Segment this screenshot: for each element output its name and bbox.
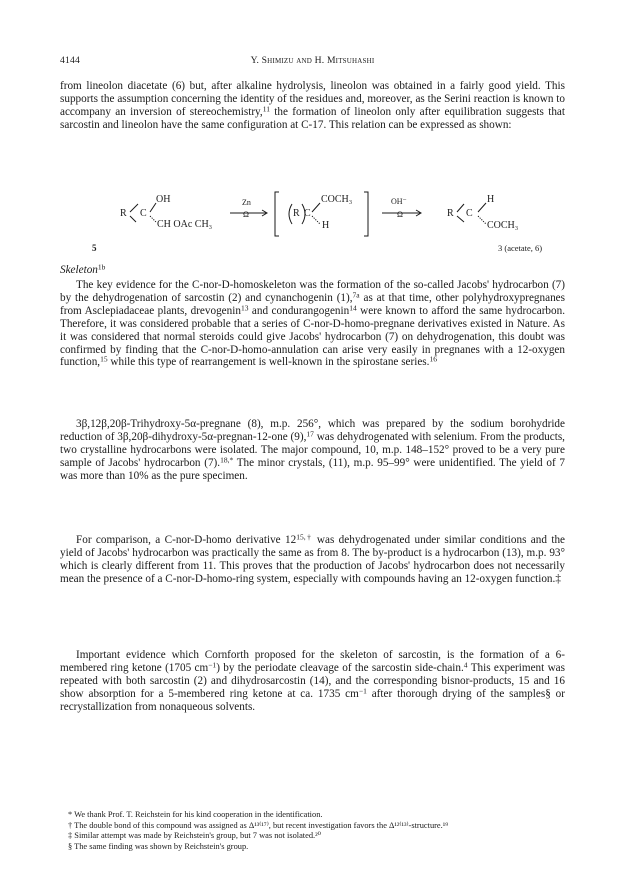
arrow-1-sub: Ω <box>243 210 249 219</box>
right-R: R <box>447 208 454 219</box>
compound-label-5: 5 <box>92 243 97 253</box>
right-bond-up <box>457 204 464 212</box>
mid-bond-up <box>312 203 320 212</box>
para2-ref-d: 15 <box>100 354 108 364</box>
paragraph-5 <box>60 649 565 714</box>
para2-text-a: The key evidence for the C-nor-D-homoskeleton was the formation of the so-called Jacobs' hydrocarbon (7) by the dehydrogenation of sarcostin (2) and cynanchogenin (1), <box>60 279 565 304</box>
para3-ref-a: 17 <box>306 429 314 439</box>
left-bond-up <box>130 204 138 212</box>
paragraph-4 <box>60 534 565 586</box>
para5-text-a: Important evidence which Cornforth proposed for the skeleton of sarcostin, is the formation of a 6-membered ring ketone (1705 cm <box>60 649 565 674</box>
section-heading <box>60 264 565 277</box>
mid-H: H <box>322 220 330 231</box>
page-number: 4144 <box>60 55 80 66</box>
reaction-scheme <box>60 186 565 252</box>
arrow-1-reagent: Zn <box>242 198 251 207</box>
mid-C: C <box>304 208 311 219</box>
para4-text-b: was dehydrogenated under similar conditions and the yield of Jacobs' hydrocarbon was practically the same as from 8. The by-product is a hydrocarbon (13), m.p. 93° which is clearly different from 11. This proves that the production of Jacobs' hydrocarbon does not necessarily mean the presence of a C-nor-D-homo-ring system, especially with compounds having an 12-oxygen function.‡ <box>60 534 566 585</box>
section-title: Skeleton <box>60 264 98 276</box>
para3-text-c: The minor crystals, (11), m.p. 95–99° were unidentified. The yield of 7 was more than 10% as the pure specimen. <box>60 456 565 482</box>
left-OH: OH <box>156 194 171 205</box>
mid-bond-hash <box>312 216 320 224</box>
para5-text-b: ) by the periodate cleavage of the sarcostin side-chain. <box>216 661 464 674</box>
arrow-2-sub: Ω <box>397 210 403 219</box>
left-bond-hash <box>150 216 156 222</box>
running-authors: Y. Shimizu and H. Mitsuhashi <box>250 55 375 66</box>
mid-R: R <box>293 208 300 219</box>
bracket-left <box>275 192 279 236</box>
footnote-1: * We thank Prof. T. Reichstein for his kind cooperation in the identification. <box>68 810 323 819</box>
footnote-2: † The double bond of this compound was assigned as Δ¹³⁽¹⁷⁾, but recent investigation favors the Δ¹²⁽¹³⁾-structure.¹⁹ <box>68 820 449 830</box>
para2-text-c: and condurangogenin <box>248 304 350 317</box>
para3-ref-b: 18,* <box>220 455 234 465</box>
para1-tail: the formation of lineolon only after equilibration suggests that sarcostin and lineolon have the same configuration at C-17. This relation can be expressed as shown: <box>60 105 565 131</box>
paragraph-3 <box>60 418 565 483</box>
right-H: H <box>487 194 495 205</box>
bracket-right <box>364 192 368 236</box>
right-bond-hash <box>478 216 486 224</box>
para5-ref-b: 4 <box>463 660 468 670</box>
section-ref: 1b <box>97 262 106 272</box>
right-bond-h <box>478 203 486 212</box>
left-bottom: CH OAc CH₃ <box>157 219 213 230</box>
para2-ref-e: 16 <box>429 354 437 364</box>
para3-text-b: was dehydrogenated with selenium. From the products, two crystalline hydrocarbons were isolated. The major compound, 10, m.p. 148–152° proved to be a very pure sample of Jacobs' hydrocarbon (7). <box>60 430 565 469</box>
arrow-2-reagent: OH⁻ <box>391 197 407 206</box>
para1-text: from lineolon diacetate (6) but, after alkaline hydrolysis, lineolon was obtained in a fairly good yield. This supports the assumption concerning the identity of the residues and, moreover, as the Serini reaction is known to accompany an inversion of stereochemistry, <box>60 80 565 118</box>
right-C: C <box>466 208 473 219</box>
running-header <box>60 55 565 71</box>
para5-text-d: after thorough drying of the samples§ or recrystallization from nonaqueous solvents. <box>60 687 565 713</box>
paragraph-2 <box>60 279 565 369</box>
para3-text-a: 3β,12β,20β-Trihydroxy-5α-pregnane (8), m.p. 256°, which was prepared by the sodium borohydride reduction of 3β,20β-dihydroxy-5α-pregnan-12-one (9), <box>60 418 565 443</box>
mid-COCH3: COCH₃ <box>321 194 353 205</box>
paragraph-1 <box>60 80 565 132</box>
para5-ref-a: −1 <box>208 660 217 670</box>
para2-ref-a: 7a <box>352 290 360 300</box>
footnotes <box>60 810 565 852</box>
left-C: C <box>140 208 147 219</box>
para2-text-d: were known to afford the same hydrocarbon. Therefore, it was considered probable that a series of C-nor-D-homo-pregnane derivatives existed in Nature. As it was considered that normal steroids could give Jacobs' hydrocarbon (7) on dehydrogenation, this doubt was confirmed by finding that the C-nor-D-homo-annulation can arise very easily in pregnanes with a 12-oxygen function, <box>60 304 565 369</box>
para4-text-a: For comparison, a C-nor-D-homo derivative 12 <box>76 534 297 546</box>
left-bond-down <box>130 216 136 222</box>
footnote-4: § The same finding was shown by Reichstein's group. <box>68 841 249 851</box>
para2-ref-c: 14 <box>349 303 357 313</box>
para4-ref-a: 15,† <box>296 532 313 542</box>
para2-text-b: as at that time, other polyhydroxypregnanes from Asclepiadaceae plants, drevogenin <box>60 291 565 317</box>
footnote-3: ‡ Similar attempt was made by Reichstein's group, but 7 was not isolated.²⁰ <box>68 831 322 841</box>
para5-ref-c: −1 <box>358 686 367 696</box>
para2-ref-b: 13 <box>240 303 249 313</box>
compound-label-3: 3 (acetate, 6) <box>498 243 543 253</box>
para1-ref: 11 <box>262 104 270 114</box>
para5-text-c: This experiment was repeated with both sarcostin (2) and dihydrosarcostin (14), and the corresponding bisnor-products, 15 and 16 show absorption for a 5-membered ring ketone at ca. 1735 cm <box>60 661 565 700</box>
para2-text-e: while this type of rearrangement is well-known in the spirostane series. <box>107 356 430 369</box>
right-bond-down <box>457 216 464 222</box>
right-COCH3: COCH₃ <box>487 220 519 231</box>
left-R: R <box>120 208 127 219</box>
mid-paren-left <box>289 204 292 224</box>
